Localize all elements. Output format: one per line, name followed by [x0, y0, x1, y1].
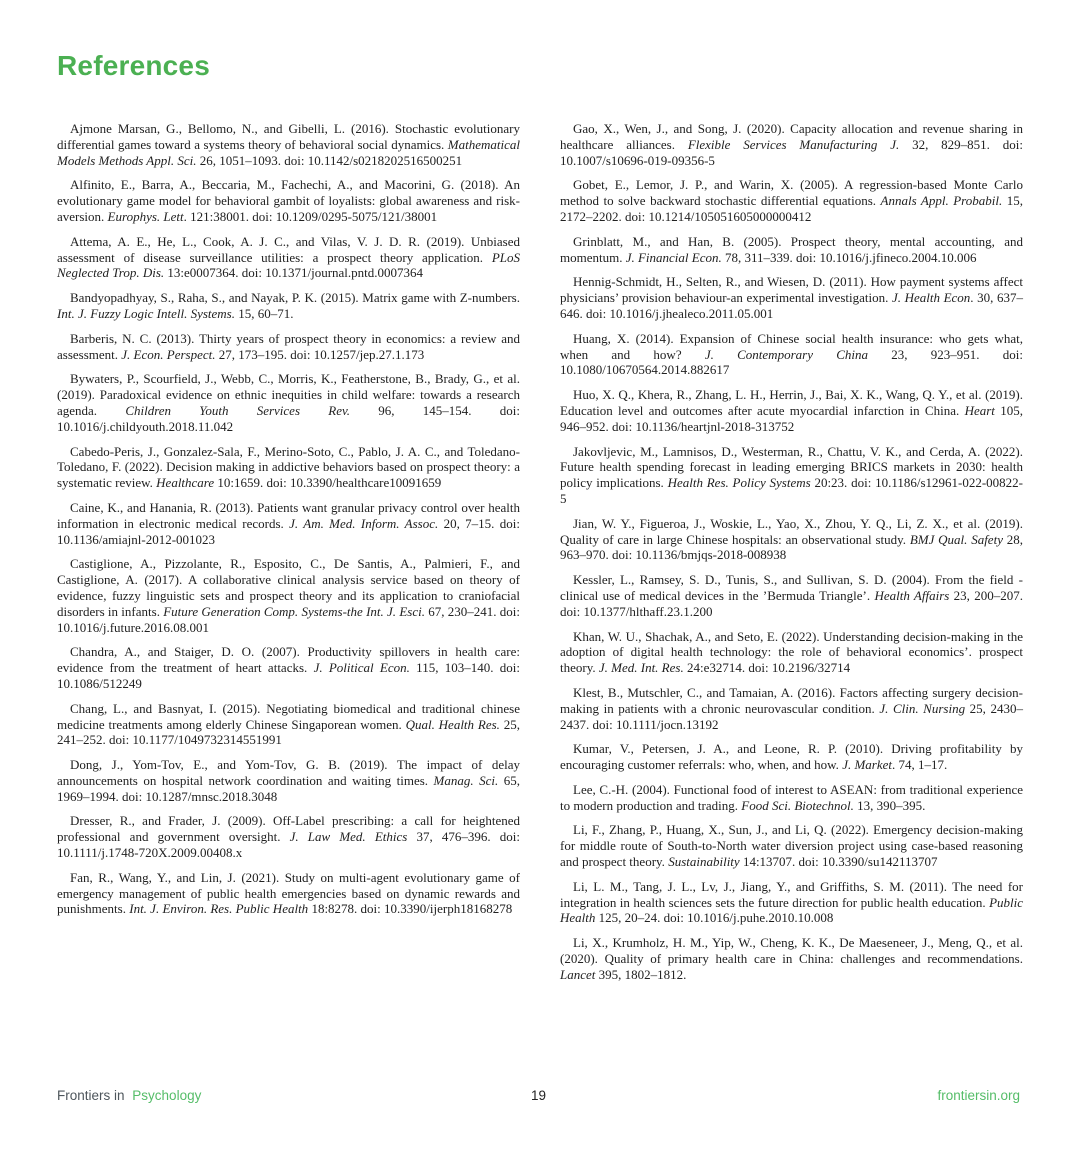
reference-text: 105, 946–952. doi: 10.1136/heartjnl-2018-313752 — [560, 402, 1024, 434]
reference-entry — [57, 813, 520, 860]
reference-journal: J. Market — [842, 757, 892, 773]
reference-journal: Mathematical Models Methods Appl. Sci. — [57, 136, 520, 168]
reference-entry — [560, 685, 1023, 732]
reference-journal: Annals Appl. Probabil. — [880, 193, 1003, 209]
reference-text: 13:e0007364. doi: 10.1371/journal.pntd.0007364 — [164, 265, 424, 281]
references-column-right — [560, 121, 1023, 992]
reference-entry — [560, 274, 1023, 321]
reference-entry — [560, 741, 1023, 773]
reference-text: 18:8278. doi: 10.3390/ijerph18168278 — [308, 901, 513, 917]
reference-text: 15, 60–71. — [235, 305, 294, 321]
reference-journal: J. Clin. Nursing — [879, 700, 966, 716]
reference-entry — [57, 331, 520, 363]
reference-entry — [560, 444, 1023, 507]
reference-journal: J. Health Econ — [891, 290, 971, 306]
reference-text: 24:e32714. doi: 10.2196/32714 — [683, 660, 851, 676]
reference-text: 78, 311–339. doi: 10.1016/j.jfineco.2004.10.006 — [721, 249, 977, 265]
reference-text: Bywaters, P., Scourfield, J., Webb, C., Morris, K., Featherstone, B., Brady, G., et al. (2019). Paradoxical evidence on ethnic inequities in child welfare: towards a research agenda. — [57, 371, 520, 418]
reference-text: . 30, 637–646. doi: 10.1016/j.jhealeco.2011.05.001 — [560, 290, 1024, 321]
reference-text: Alfinito, E., Barra, A., Beccaria, M., Fachechi, A., and Macorini, G. (2018). An evolutionary game model for behavioral gambit of loyalists: global awareness and risk-aversion. — [57, 177, 520, 224]
reference-text: 67, 230–241. doi: 10.1016/j.future.2016.08.001 — [57, 603, 520, 635]
reference-journal: Public Health — [560, 894, 1023, 926]
reference-text: Bandyopadhyay, S., Raha, S., and Nayak, P. K. (2015). Matrix game with Z-numbers. — [70, 290, 520, 306]
reference-entry — [57, 701, 520, 748]
reference-text: 37, 476–396. doi: 10.1111/j.1748-720X.2009.00408.x — [57, 829, 520, 861]
reference-journal: Heart — [964, 402, 995, 418]
reference-entry — [560, 782, 1023, 814]
reference-text: Gobet, E., Lemor, J. P., and Warin, X. (2005). A regression-based Monte Carlo method to solve backward stochastic differential equations. — [560, 177, 1023, 209]
reference-entry — [560, 935, 1023, 982]
reference-journal: J. Med. Int. Res. — [598, 660, 684, 676]
reference-journal: J. Law Med. Ethics — [289, 829, 408, 845]
reference-text: 96, 145–154. doi: 10.1016/j.childyouth.2018.11.042 — [57, 402, 520, 434]
reference-text: Hennig-Schmidt, H., Selten, R., and Wiesen, D. (2011). How payment systems affect physicians’ provision behaviour-an experimental investigation. — [560, 274, 1023, 306]
reference-text: Klest, B., Mutschler, C., and Tamaian, A. (2016). Factors affecting surgery decision-making in patients with a chronic neurovascular condition. — [560, 684, 1023, 716]
reference-text: Gao, X., Wen, J., and Song, J. (2020). Capacity allocation and revenue sharing in healthcare alliances. — [560, 121, 1023, 152]
reference-entry — [560, 234, 1023, 266]
reference-journal: Manag. Sci. — [433, 772, 499, 788]
reference-text: Kumar, V., Petersen, J. A., and Leone, R. P. (2010). Driving profitability by encouraging customer referrals: who, when, and how. — [560, 741, 1023, 773]
reference-journal: J. Financial Econ. — [625, 249, 722, 265]
footer-journal-name: Psychology — [132, 1088, 202, 1103]
reference-entry — [57, 556, 520, 635]
reference-text: 10:1659. doi: 10.3390/healthcare10091659 — [214, 475, 442, 491]
reference-journal: BMJ Qual. Safety — [909, 531, 1003, 547]
reference-text: Li, L. M., Tang, J. L., Lv, J., Jiang, Y., and Griffiths, S. M. (2011). The need for integration in health sciences sets the future direction for public health education. — [560, 878, 1023, 910]
reference-journal: Future Generation Comp. Systems-the Int. J. Esci. — [163, 603, 425, 619]
reference-entry — [57, 870, 520, 917]
reference-journal: Health Res. Policy Systems — [667, 475, 811, 491]
reference-journal: Qual. Health Res. — [405, 716, 500, 732]
reference-journal: Sustainability — [668, 854, 740, 870]
reference-text: 26, 1051–1093. doi: 10.1142/s0218202516500251 — [196, 152, 463, 168]
reference-text: Dong, J., Yom-Tov, E., and Yom-Tov, G. B. (2019). The impact of delay announcements on hospital network coordination and waiting times. — [57, 757, 520, 788]
reference-entry — [57, 177, 520, 224]
reference-text: Kessler, L., Ramsey, S. D., Tunis, S., and Sullivan, S. D. (2004). From the field - clinical use of medical devices in the ’Bermuda Triangle’. — [560, 572, 1023, 603]
footer-journal — [57, 1088, 531, 1103]
reference-text: Grinblatt, M., and Han, B. (2005). Prospect theory, mental accounting, and momentum. — [560, 233, 1023, 265]
reference-journal: Flexible Services Manufacturing J. — [687, 136, 900, 152]
reference-text: Caine, K., and Hanania, R. (2013). Patients want granular privacy control over health information in electronic medical records. — [57, 499, 520, 531]
reference-entry — [560, 331, 1023, 378]
reference-journal: Int. J. Environ. Res. Public Health — [129, 901, 309, 917]
footer-page-number: 19 — [530, 1088, 547, 1103]
page-title: References — [57, 50, 210, 81]
reference-entry — [57, 500, 520, 547]
reference-journal: Int. J. Fuzzy Logic Intell. Systems. — [57, 305, 235, 321]
reference-text: 395, 1802–1812. — [595, 966, 687, 982]
references-column-left — [57, 121, 520, 992]
reference-text: 28, 963–970. doi: 10.1136/bmjqs-2018-008938 — [560, 531, 1024, 563]
reference-journal: J. Contemporary China — [704, 346, 868, 362]
reference-text: Ajmone Marsan, G., Bellomo, N., and Gibelli, L. (2016). Stochastic evolutionary differential games toward a systems theory of behavioral social dynamics. — [57, 121, 520, 152]
reference-text: 23, 923–951. doi: 10.1080/10670564.2014.882617 — [560, 346, 1023, 378]
reference-entry — [560, 516, 1023, 563]
reference-text: Dresser, R., and Frader, J. (2009). Off-Label prescribing: a call for heightened professional and government oversight. — [57, 813, 520, 845]
reference-journal: Lancet — [560, 966, 596, 982]
reference-text: 25, 241–252. doi: 10.1177/1049732314551991 — [57, 716, 520, 748]
page-footer — [57, 1088, 1020, 1103]
reference-text: Castiglione, A., Pizzolante, R., Esposito, C., De Santis, A., Palmieri, F., and Castiglione, A. (2017). A collaborative clinical analysis service based on theory of evidence, fuzzy linguistic sets and prospect theory and its application to craniofacial disorders in infants. — [57, 556, 520, 619]
reference-text: . 121:38001. doi: 10.1209/0295-5075/121/38001 — [183, 208, 438, 224]
reference-entry — [57, 290, 520, 322]
reference-text: 115, 103–140. doi: 10.1086/512249 — [57, 660, 520, 691]
reference-journal: Children Youth Services Rev. — [125, 402, 351, 418]
reference-entry — [560, 879, 1023, 926]
reference-text: . 74, 1–17. — [892, 757, 948, 773]
reference-text: 125, 20–24. doi: 10.1016/j.puhe.2010.10.008 — [595, 910, 834, 926]
reference-journal: J. Political Econ. — [313, 660, 410, 676]
reference-journal: Health Affairs — [874, 587, 950, 603]
reference-text: Huo, X. Q., Khera, R., Zhang, L. H., Herrin, J., Bai, X. K., Wang, Q. Y., et al. (2019). Education level and outcomes after acute myocardial infarction in China. — [560, 387, 1023, 418]
reference-text: 65, 1969–1994. doi: 10.1287/mnsc.2018.3048 — [57, 772, 521, 804]
reference-text: Barberis, N. C. (2013). Thirty years of prospect theory in economics: a review and assessment. — [57, 330, 520, 362]
reference-text: Li, F., Zhang, P., Huang, X., Sun, J., and Li, Q. (2022). Emergency decision-making for middle route of South-to-North water diversion project using case-based reasoning and prospect theory. — [560, 822, 1023, 870]
reference-entry — [57, 444, 520, 491]
reference-journal: Food Sci. Biotechnol. — [741, 797, 854, 813]
reference-text: 20:23. doi: 10.1186/s12961-022-00822-5 — [560, 475, 1024, 506]
reference-text: 13, 390–395. — [853, 797, 926, 813]
reference-text: Chang, L., and Basnyat, I. (2015). Negotiating biomedical and traditional chinese medicine treatments among elderly Chinese Singaporean women. — [57, 700, 520, 732]
footer-website-link[interactable]: frontiersin.org — [937, 1088, 1020, 1103]
reference-text: Jakovljevic, M., Lamnisos, D., Westerman, R., Chattu, V. K., and Cerda, A. (2022). Future health spending forecast in leading emerging BRICS markets in 2030: health policy implications. — [560, 443, 1023, 491]
reference-entry — [57, 757, 520, 804]
reference-text: Jian, W. Y., Figueroa, J., Woskie, L., Yao, X., Zhou, Y. Q., Li, Z. X., et al. (2019). Quality of care in large Chinese hospitals: an observational study. — [560, 515, 1023, 547]
reference-text: Li, X., Krumholz, H. M., Yip, W., Cheng, K. K., De Maeseneer, J., Meng, Q., et al. (2020). Quality of primary health care in China: challenges and recommendations. — [560, 935, 1023, 967]
reference-entry — [560, 822, 1023, 869]
reference-text: 15, 2172–2202. doi: 10.1214/105051605000000412 — [560, 193, 1023, 224]
reference-text: 25, 2430–2437. doi: 10.1111/jocn.13192 — [560, 700, 1023, 732]
reference-text: Cabedo-Peris, J., Gonzalez-Sala, F., Merino-Soto, C., Pablo, J. A. C., and Toledano-Toledano, F. (2022). Decision making in addictive behaviors based on prospect theory: a systematic review. — [57, 443, 520, 491]
reference-entry — [560, 387, 1023, 434]
reference-text: Khan, W. U., Shachak, A., and Seto, E. (2022). Understanding decision-making in the adoption of digital health technology: the role of behavioral economics’. prospect theory. — [560, 628, 1023, 676]
reference-entry — [57, 234, 520, 281]
reference-text: Lee, C.-H. (2004). Functional food of interest to ASEAN: from traditional experience to modern production and trading. — [560, 781, 1023, 813]
references-columns — [57, 121, 1023, 992]
reference-journal: Healthcare — [156, 475, 215, 491]
reference-entry — [57, 644, 520, 691]
reference-journal: J. Am. Med. Inform. Assoc. — [289, 515, 439, 531]
reference-entry — [57, 371, 520, 434]
reference-entry — [560, 121, 1023, 168]
reference-journal: J. Econ. Perspect. — [121, 346, 216, 362]
reference-text: Chandra, A., and Staiger, D. O. (2007). Productivity spillovers in health care: evidence from the treatment of heart attacks. — [57, 644, 520, 676]
reference-text: 23, 200–207. doi: 10.1377/hlthaff.23.1.200 — [560, 587, 1024, 619]
reference-text: Huang, X. (2014). Expansion of Chinese social health insurance: who gets what, when and how? — [560, 330, 1023, 362]
reference-text: 27, 173–195. doi: 10.1257/jep.27.1.173 — [215, 346, 425, 362]
reference-journal: PLoS Neglected Trop. Dis. — [57, 249, 520, 281]
footer-journal-prefix: Frontiers in — [57, 1088, 125, 1103]
reference-text: 32, 829–851. doi: 10.1007/s10696-019-09356-5 — [560, 136, 1023, 168]
reference-entry — [57, 121, 520, 168]
reference-entry — [560, 177, 1023, 224]
reference-text: Fan, R., Wang, Y., and Lin, J. (2021). Study on multi-agent evolutionary game of emergency management of public health emergencies based on dynamic rewards and punishments. — [57, 869, 520, 917]
reference-entry — [560, 629, 1023, 676]
reference-entry — [560, 572, 1023, 619]
reference-text: 14:13707. doi: 10.3390/su142113707 — [739, 854, 938, 870]
reference-text: Attema, A. E., He, L., Cook, A. J. C., and Vilas, V. J. D. R. (2019). Unbiased assessment of disease surveillance utilities: a prospect theory application. — [57, 233, 520, 265]
reference-journal: Europhys. Lett — [107, 208, 184, 224]
reference-text: 20, 7–15. doi: 10.1136/amiajnl-2012-001023 — [57, 515, 520, 547]
